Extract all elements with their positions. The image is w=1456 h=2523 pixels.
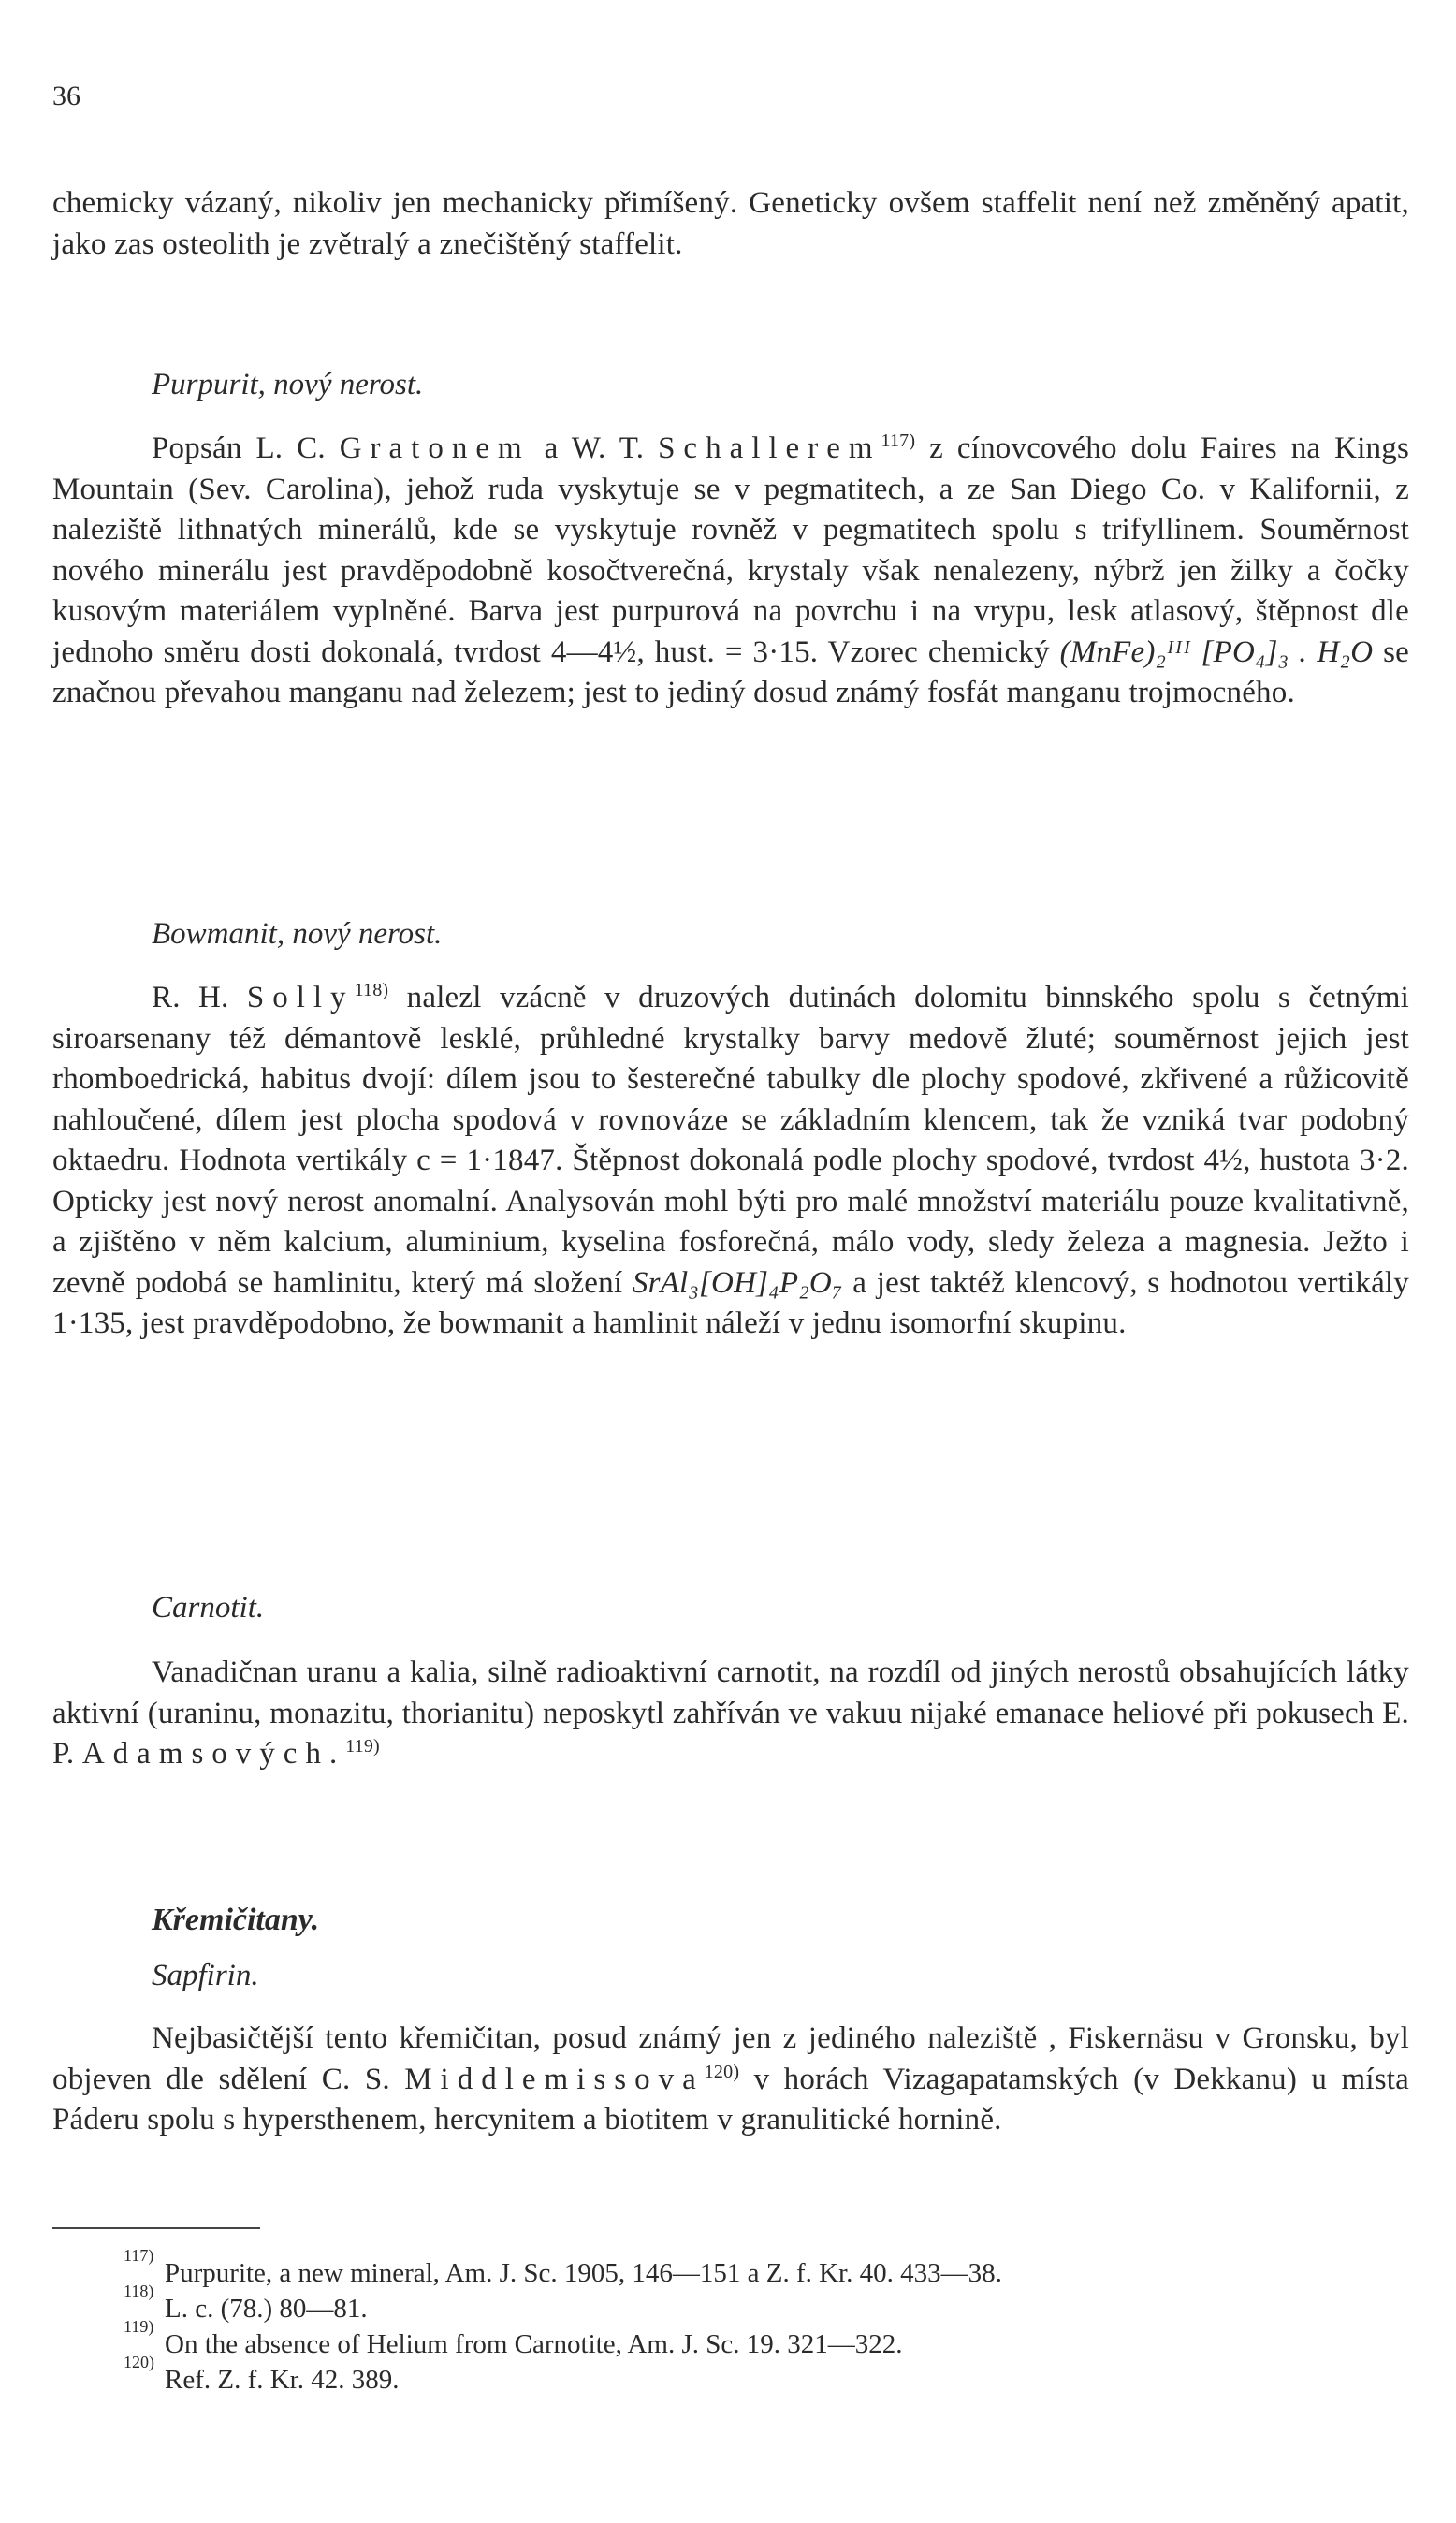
heading-sapfirin: Sapfirin. [152,1959,259,1992]
text: nalezl vzácně v druzových dutinách dolomitu binnského spolu s četnými siroarsenany též démantově lesklé, průhledné krystalky barvy medově žluté; souměrnost jejich jest rhomboedrická, habitus dvojí: dílem jsou to šesterečné tabulky dle plochy spodové, zkřivené a růžicovitě nahloučené, dílem jest plocha spodová v rovnováze se základním klencem, tak že vzniká tvar podobný oktaedru. Hodnota vertikály c = 1·1847. Štěpnost dokonalá podle plochy spodové, tvrdost 4½, hustota 3·2. Opticky jest nový nerost anomalní. Analysován mohl býti pro malé množství materiálu pouze kvalitativně, a zjištěno v něm kalcium, aluminium, kyselina fosforečná, málo vody, sledy železa a magnesia. Ježto i zevně podobá se hamlinitu, který má složení [52,981,1410,1300]
footnote-ref: 117) [881,430,916,451]
heading-purpurit: Purpurit, nový nerost. [152,368,424,401]
chemical-formula: SrAl₃[OH]₄P₂O₇ [632,1265,843,1300]
heading-carnotit: Carnotit. [152,1591,265,1625]
text: v horách Vizagapatamských (v Dekkanu) u místa Páderu spolu s hypersthenem, hercynitem a biotitem v granulitické hornině. [52,2062,1410,2137]
author-name: Gratonem [339,431,531,465]
text: Nejbasičtější tento křemičitan, posud známý jen z jediného naleziště , Fiskernäsu v Gronsku, byl objeven dle sdělení C. S. [52,2021,1409,2096]
author-name: Middlemissova [404,2062,705,2096]
footnote-ref: 119) [345,1736,380,1757]
chemical-formula: (MnFe)₂ᴵᴵᴵ [PO₄]₃ . H₂O [1059,634,1374,669]
paragraph-sapfirin [52,2019,1409,2141]
page-number: 36 [52,80,80,111]
paragraph-carnotit [52,1653,1409,1775]
heading-bowmanit: Bowmanit, nový nerost. [152,917,443,951]
text: se značnou převahou manganu nad železem; jest to jediný dosud známý fosfát manganu trojmocného. [52,634,1409,709]
author-name: Adamsových. [81,1737,346,1771]
text: Vanadičnan uranu a kalia, silně radioaktivní carnotit, na rozdíl od jiných nerostů obsahujících látky aktivní (uraninu, monazitu, thorianitu) neposkytl zahříván ve vakuu nijaké emanace heliové při pokusech E. P. [52,1655,1409,1771]
text: a W. T. [544,431,645,465]
footnote-ref: 120) [704,2061,740,2082]
footnote: 118) L. c. (78.) 80—81. [124,2282,368,2324]
footnote: 117) Purpurite, a new mineral, Am. J. Sc. 1905, 146—151 a Z. f. Kr. 40. 433—38. [124,2246,1002,2288]
paragraph-bowmanit [52,978,1409,1345]
text: a jest taktéž klencový, s hodnotou vertikály 1·135, jest pravděpodobno, že bowmanit a hamlinit náleží v jednu isomorfní skupinu. [52,1265,1409,1340]
paragraph-intro [52,183,1409,265]
author-name: Solly [246,981,355,1014]
footnote: 120) Ref. Z. f. Kr. 42. 389. [124,2353,400,2395]
paragraph-purpurit [52,429,1409,714]
footnote-divider [52,2227,260,2229]
footnote: 119) On the absence of Helium from Carnotite, Am. J. Sc. 19. 321—322. [124,2317,903,2359]
intro-text: chemicky vázaný, nikoliv jen mechanicky přimíšený. Geneticky ovšem staffelit není než změněný apatit, jako zas osteolith je zvětralý a znečištěný staffelit. [52,186,1409,261]
heading-kremicitany: Křemičitany. [152,1903,320,1937]
footnote-ref: 118) [354,980,389,1000]
text: R. H. [152,981,229,1014]
footnote-text: On the absence of Helium from Carnotite, Am. J. Sc. 19. 321—322. [165,2329,903,2359]
footnote-text: Ref. Z. f. Kr. 42. 389. [165,2365,400,2395]
text: z cínovcového dolu Faires na Kings Mountain (Sev. Carolina), jehož ruda vyskytuje se v pegmatitech, a ze San Diego Co. v Kalifornii, z naleziště lithnatých minerálů, kde se vyskytuje rovněž v pegmatitech spolu s trifyllinem. Souměrnost nového minerálu jest pravděpodobně kosočtverečná, krystaly však nenalezeny, nýbrž jen žilky a čočky kusovým materiálem vyplněné. Barva jest purpurová na povrchu i na vrypu, lesk atlasový, štěpnost dle jednoho směru dosti dokonalá, tvrdost 4—4½, hust. = 3·15. Vzorec chemický [52,431,1409,669]
author-name: Schallerem [658,431,881,465]
footnote-text: Purpurite, a new mineral, Am. J. Sc. 1905, 146—151 a Z. f. Kr. 40. 433—38. [165,2258,1002,2288]
text: Popsán L. C. [152,431,326,465]
footnote-text: L. c. (78.) 80—81. [165,2294,368,2324]
